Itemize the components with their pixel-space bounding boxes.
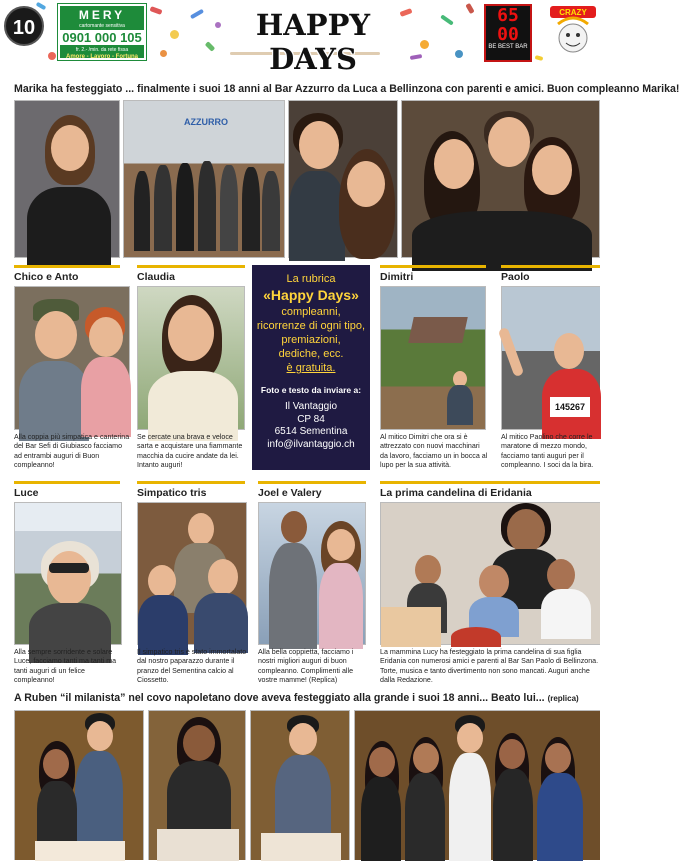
rubrica-title: «Happy Days» [263,287,359,303]
ad-phone: 0901 000 105 [60,30,144,45]
rubrica-item: ricorrenze di ogni tipo, [256,320,366,332]
caption-luce: Alla sempre sorridente e solare Luce, facciamo tanti ma tanti ma tanti auguri di un felice compleanno! [14,648,117,685]
section-title-joel: Joel e Valery [258,487,322,499]
address-line: Il Vantaggio [284,401,338,412]
photo-ruben-1 [14,710,144,860]
section-bar-candelina [380,481,600,484]
section-bar-joel [258,481,366,484]
page-title: HAPPY DAYS [255,8,371,76]
photo-joel-valery [258,502,366,645]
section-title-candelina: La prima candelina di Eridania [380,487,532,499]
crazy-mascot-icon [548,4,598,62]
rubrica-item: dediche, ecc. [278,348,344,360]
section-bar-luce [14,481,120,484]
caption-chico: Alla coppia più simpatica e canterina del Bar Sefi di Giubiasco facciamo ad entrambi auguri di Buon compleanno! [14,433,130,470]
crazy-label: CRAZY [559,8,587,17]
photo-candelina [380,502,600,645]
caption-paolo: Al mitico Paolino che corre le maratone di mezzo mondo, facciamo tanti auguri per il compleanno. I soci da la bira. [501,433,594,470]
page-header [0,0,600,76]
bottom-caption [14,692,600,704]
section-title-dimitri: Dimitri [380,271,414,283]
address-line: CP 84 [297,413,325,425]
top-caption: Marika ha festeggiato ... finalmente i suoi 18 anni al Bar Azzurro da Luca a Bellinzona con parenti e amici. Buon compleanno Marika! [14,83,679,95]
ad-tagline: Amore - Lavoro - Fortuna [65,54,138,60]
photo-marika-group [123,100,285,258]
caption-simpatico: Il simpatico tris è stato immortalato dal nostro paparazzo durante il pranzo del Sementina calcio al Ciossetto. [137,648,247,685]
ad-subtitle: cartomante sensitiva [79,23,125,29]
address-email[interactable]: info@ilvantaggio.ch [267,438,355,450]
photo-marika-1 [14,100,120,258]
section-title-luce: Luce [14,487,39,499]
rubrica-address [252,401,370,451]
cartomante-ad [58,4,146,60]
rubrica-send-to: Foto e testo da inviare a: [260,385,362,395]
photo-claudia [137,286,245,430]
section-title-simpatico: Simpatico tris [137,487,207,499]
rubrica-free: è gratuita. [286,362,336,374]
photo-luce [14,502,122,645]
photo-paolo [501,286,600,430]
photo-ruben-3 [250,710,350,860]
photo-ruben-2 [148,710,246,860]
section-bar-chico [14,265,120,268]
section-title-claudia: Claudia [137,271,175,283]
logo-number-bottom: 00 [497,24,519,45]
caption-dimitri: Al mitico Dimitri che ora si è attrezzato con nuovi macchinari da lavoro, facciamo un in bocca al lupo per la sua attività. [380,433,488,470]
caption-candelina: La mammina Lucy ha festeggiato la prima candelina di sua figlia Eridania con numerosi amici e parenti al Bar San Paolo di Bellinzona. Torte, musica e tanto divertimento non sono mancati. Auguri anche dalla Redazione. [380,648,599,685]
logo-6500 [484,4,532,62]
photo-chico-anto [14,286,130,430]
photo-ruben-group [354,710,600,860]
photo-marika-friends [401,100,600,258]
rubrica-list [252,305,370,375]
section-bar-simpatico [137,481,245,484]
photo-simpatico-tris [137,502,247,645]
caption-joel: Alla bella coppietta, facciamo i nostri migliori auguri di buon compleanno. Complimenti alle vostre mamme! (Replica) [258,648,354,685]
ad-name: MERY [78,8,126,22]
bar-azzurro-sign: AZZURRO [184,117,228,127]
race-bib: 145267 [550,397,590,417]
caption-claudia: Se cercate una brava e veloce sarta e acquistare una fiammante macchia da cucire andate da lei. Intanto auguri! [137,433,243,470]
section-bar-paolo [501,265,600,268]
bottom-caption-replica: (replica) [547,694,579,703]
logo-subtitle: BE BEST BAR [488,44,528,50]
rubrica-item: premiazioni, [281,334,341,346]
page-number: 10 [4,6,44,46]
rubrica-item: compleanni, [281,306,341,318]
section-title-chico: Chico e Anto [14,271,79,283]
section-bar-claudia [137,265,245,268]
logo-number-top: 65 [497,5,519,26]
ad-rate: fr. 2.- /min. da rete fissa [75,47,129,53]
rubrica-line1: La rubrica [286,273,336,285]
bottom-caption-text: A Ruben “il milanista” nel covo napoletano dove aveva festeggiato alla grande i suoi 18 anni... Beato lui... [14,692,545,704]
section-bar-dimitri [380,265,486,268]
address-line: 6514 Sementina [274,426,348,437]
photo-dimitri [380,286,486,430]
happy-days-info-box [252,265,370,470]
section-title-paolo: Paolo [501,271,530,283]
photo-marika-couple [288,100,398,258]
